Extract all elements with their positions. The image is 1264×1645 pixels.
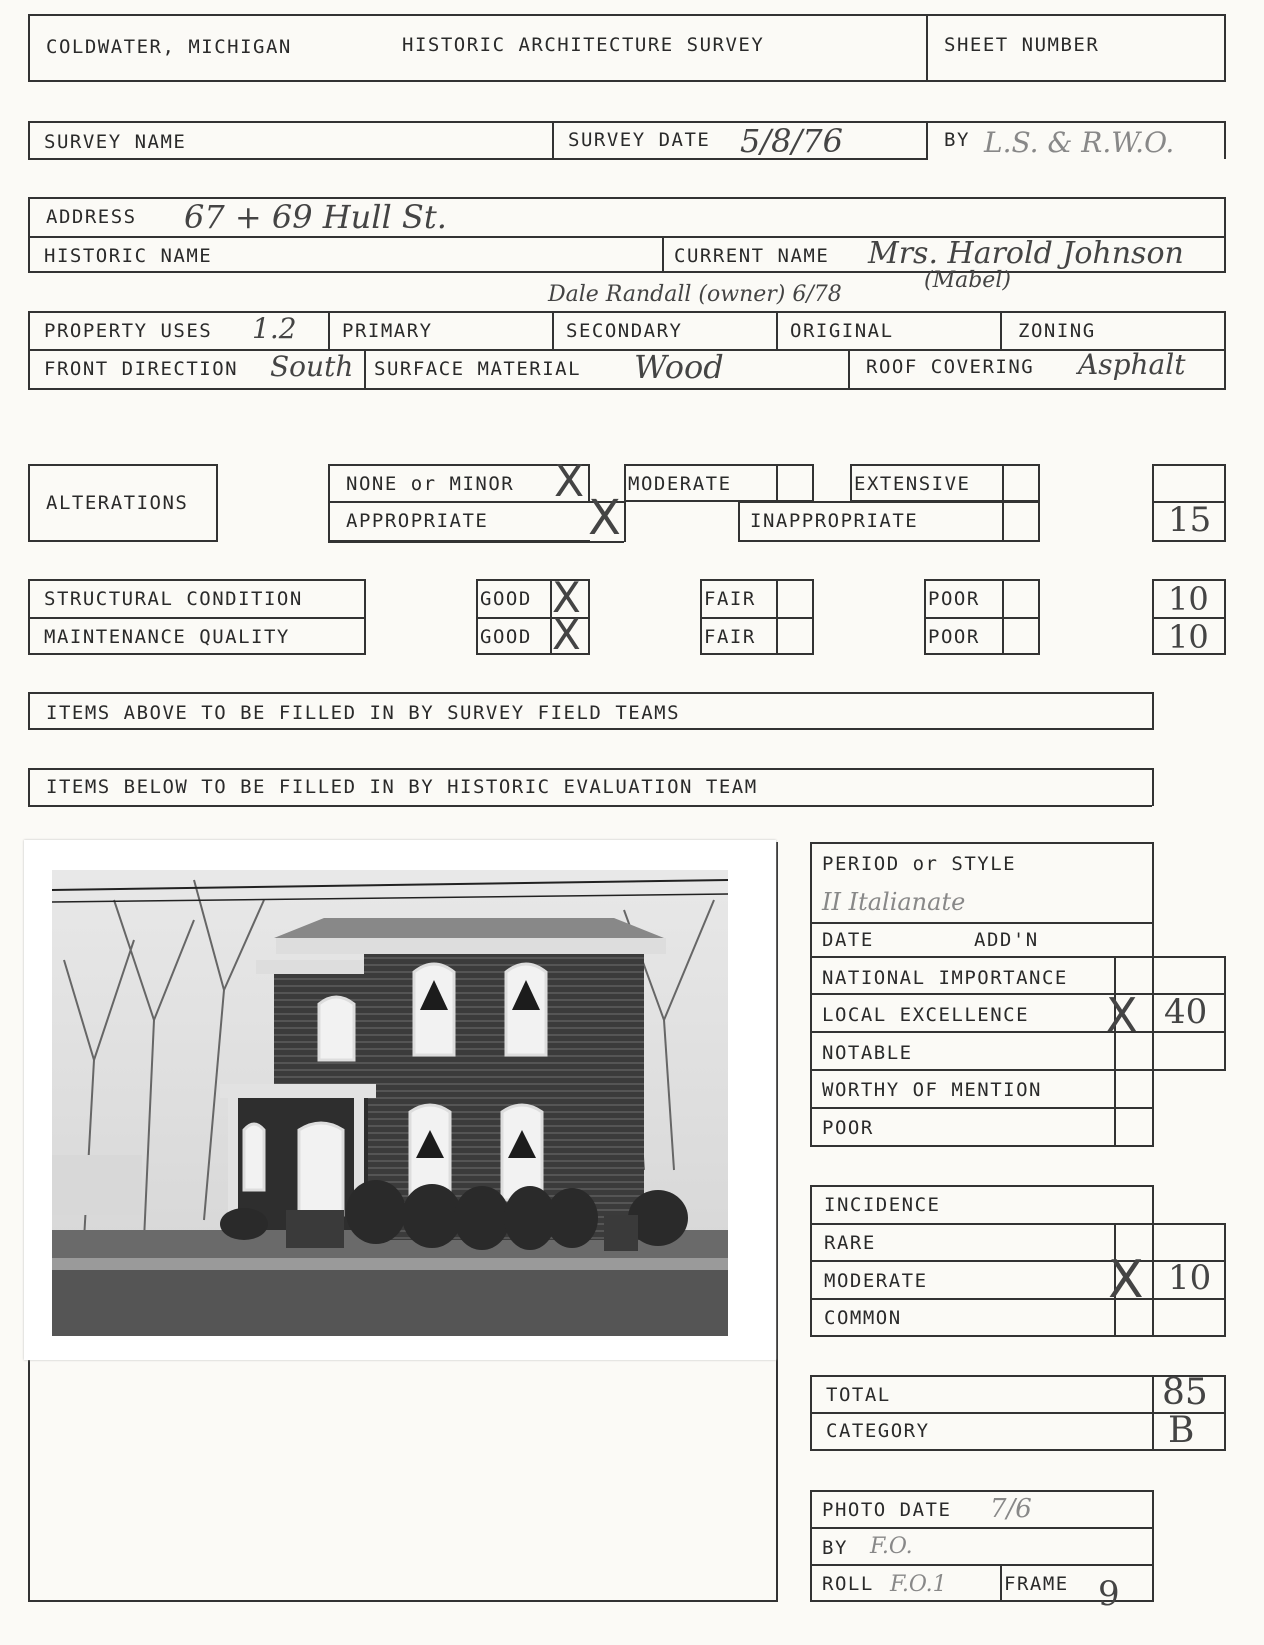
poor-label: POOR [822,1117,874,1139]
survey-date-value: 5/8/76 [740,122,843,160]
alt-moderate: MODERATE [628,473,732,495]
current-name-label: CURRENT NAME [674,245,830,267]
moderate-label: MODERATE [824,1270,928,1292]
alt-appropriate: APPROPRIATE [346,510,489,532]
worthy-of-mention-label: WORTHY OF MENTION [822,1079,1042,1101]
common-label: COMMON [824,1307,902,1329]
maintenance-poor: POOR [928,626,980,648]
structural-score: 10 [1168,580,1209,618]
maintenance-fair: FAIR [704,626,756,648]
period-style-label: PERIOD or STYLE [822,853,1017,875]
property-uses-value: 1.2 [252,312,297,345]
house-photo-image [24,840,776,1360]
structural-good-mark: X [552,573,581,622]
survey-date-label: SURVEY DATE [568,129,711,151]
note-above: ITEMS ABOVE TO BE FILLED IN BY SURVEY FIELD TEAMS [46,702,681,724]
survey-name-label: SURVEY NAME [44,131,187,153]
roll-value: F.O.1 [890,1572,947,1597]
total-label: TOTAL [826,1384,891,1406]
historic-name-label: HISTORIC NAME [44,245,213,267]
sheet-number-label: SHEET NUMBER [944,34,1100,56]
rare-label: RARE [824,1232,876,1254]
category-label: CATEGORY [826,1420,930,1442]
zoning-label: ZONING [1018,320,1096,342]
local-excellence-mark: X [1106,988,1138,1042]
house-photo [24,840,776,1360]
notable-label: NOTABLE [822,1042,913,1064]
roll-label: ROLL [822,1573,874,1595]
header-city: COLDWATER, MICHIGAN [46,36,292,58]
alt-none-minor-mark: X [554,456,585,507]
category-value: B [1168,1410,1195,1451]
roof-covering-value: Asphalt [1078,348,1186,381]
secondary-label: SECONDARY [566,320,683,342]
header-divider [926,14,928,80]
structural-poor: POOR [928,588,980,610]
photo-date-label: PHOTO DATE [822,1499,952,1521]
current-name-value: Mrs. Harold Johnson [868,236,1184,271]
owner-note: Dale Randall (owner) 6/78 [548,282,842,307]
photo-date-value: 7/6 [990,1494,1032,1524]
by-label: BY [944,129,970,151]
front-direction-value: South [270,350,354,383]
photo-by-value: F.O. [870,1534,913,1559]
local-excellence-label: LOCAL EXCELLENCE [822,1004,1030,1026]
frame-label: FRAME [1004,1573,1069,1595]
note-below: ITEMS BELOW TO BE FILLED IN BY HISTORIC EVALUATION TEAM [46,776,758,798]
moderate-mark: X [1108,1250,1144,1310]
by-value: L.S. & R.W.O. [984,126,1175,159]
maintenance-quality-label: MAINTENANCE QUALITY [44,626,290,648]
moderate-score: 10 [1168,1258,1212,1298]
primary-label: PRIMARY [342,320,433,342]
maintenance-good: GOOD [480,626,532,648]
structural-fair: FAIR [704,588,756,610]
property-uses-label: PROPERTY USES [44,320,213,342]
structural-good: GOOD [480,588,532,610]
alterations-label: ALTERATIONS [46,492,189,514]
header-title: HISTORIC ARCHITECTURE SURVEY [402,34,765,56]
date-label: DATE [822,929,874,951]
incidence-label: INCIDENCE [824,1194,941,1216]
maintenance-good-mark: X [552,610,581,659]
maintenance-score: 10 [1168,618,1209,656]
addn-label: ADD'N [974,929,1039,951]
frame-value: 9 [1098,1574,1120,1614]
national-importance-label: NATIONAL IMPORTANCE [822,967,1068,989]
original-label: ORIGINAL [790,320,894,342]
surface-material-value: Wood [634,348,724,386]
alterations-score: 15 [1168,500,1212,540]
structural-condition-label: STRUCTURAL CONDITION [44,588,303,610]
alt-extensive: EXTENSIVE [854,473,971,495]
address-label: ADDRESS [46,206,137,228]
roof-covering-label: ROOF COVERING [866,356,1035,378]
photo-by-label: BY [822,1537,848,1559]
local-excellence-score: 40 [1164,992,1208,1032]
period-style-value: II Italianate [822,888,966,916]
front-direction-label: FRONT DIRECTION [44,358,239,380]
total-value: 85 [1162,1372,1208,1413]
current-name-note: (Mabel) [924,268,1011,293]
address-value: 67 + 69 Hull St. [184,198,447,236]
alt-appropriate-mark: X [588,490,621,546]
alt-inappropriate: INAPPROPRIATE [750,510,919,532]
surface-material-label: SURFACE MATERIAL [374,358,582,380]
alt-none-minor: NONE or MINOR [346,473,515,495]
